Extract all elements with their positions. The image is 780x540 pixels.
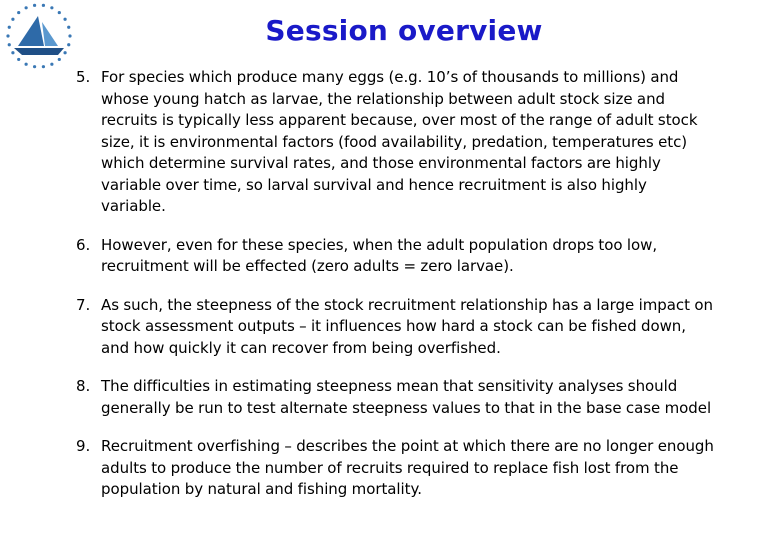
list-item-text: Recruitment overfishing – describes the point at which there are no longer enough adults to produce the number of recruits required to replace fish lost from the population by natural and fishing mortality. — [101, 437, 714, 498]
list-item-number: 9. — [76, 437, 91, 455]
list-item — [76, 376, 716, 419]
list-item-number: 6. — [76, 235, 91, 254]
logo-star-dot — [33, 65, 36, 68]
list-item — [76, 67, 716, 218]
logo-star-dot — [50, 6, 53, 9]
session-points-list — [76, 67, 716, 518]
logo-star-dot — [33, 4, 36, 7]
boat-hull — [14, 48, 64, 55]
list-item-number: 8. — [76, 377, 91, 395]
logo-star-dot — [25, 6, 28, 9]
logo-star-dot — [17, 58, 20, 61]
logo-star-dot — [58, 58, 61, 61]
page-title: Session overview — [265, 14, 543, 47]
list-item-number: 7. — [76, 295, 91, 314]
logo-star-dot — [25, 63, 28, 66]
list-item-text: For species which produce many eggs (e.g. 10’s of thousands to millions) and whose young hatch as larvae, the relationship between adult stock size and recruits is typically less apparent because, over most of the range of adult stock size, it is environmental factors (food availability, predation, temperatures etc) which determine survival rates, and those environmental factors are highly variable over time, so larval survival and hence recruitment is also highly variable. — [101, 68, 698, 215]
logo-star-dot — [50, 63, 53, 66]
list-item-text: As such, the steepness of the stock recruitment relationship has a large impact on stock assessment outputs – it influences how hard a stock can be fished down, and how quickly it can recover from being overfished. — [101, 295, 713, 357]
list-item-text: However, even for these species, when the adult population drops too low, recruitment will be effected (zero adults = zero larvae). — [101, 235, 658, 275]
list-item — [76, 436, 716, 501]
list-item-number: 5. — [76, 68, 91, 86]
list-item — [76, 235, 716, 278]
list-item — [76, 295, 716, 360]
logo-star-dot — [42, 65, 45, 68]
logo-star-dot — [11, 51, 14, 54]
logo-star-dot — [42, 4, 45, 7]
logo-star-dot — [63, 51, 66, 54]
list-item-text: The difficulties in estimating steepness mean that sensitivity analyses should generally be run to test alternate steepness values to that in the base case model — [101, 377, 712, 417]
